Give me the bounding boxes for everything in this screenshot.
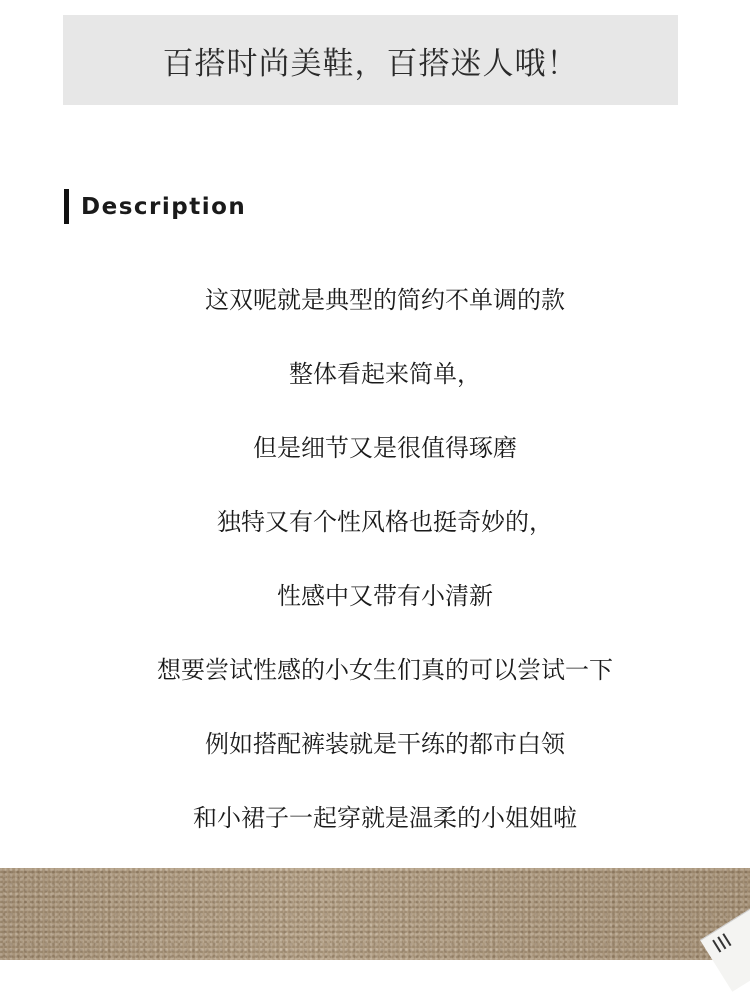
description-line-1: 这双呢就是典型的简约不单调的款	[205, 286, 565, 314]
heading-accent-bar	[64, 189, 69, 224]
promo-banner	[63, 15, 678, 105]
section-heading	[64, 189, 246, 224]
banner-title: 百搭时尚美鞋，百搭迷人哦！	[162, 45, 579, 82]
description-line-5: 性感中又带有小清新	[277, 582, 493, 610]
carpet-photo	[0, 868, 750, 960]
description-line-7: 例如搭配裤装就是干练的都市白领	[205, 730, 565, 758]
heading-text: Description	[81, 193, 247, 220]
description-line-8: 和小裙子一起穿就是温柔的小姐姐啦	[193, 804, 577, 832]
description-line-6: 想要尝试性感的小女生们真的可以尝试一下	[157, 656, 613, 684]
description-line-4: 独特又有个性风格也挺奇妙的，	[217, 508, 553, 536]
carpet-shading	[0, 868, 750, 960]
description-line-3: 但是细节又是很值得琢磨	[253, 434, 517, 462]
description-line-2: 整体看起来简单，	[289, 360, 481, 388]
